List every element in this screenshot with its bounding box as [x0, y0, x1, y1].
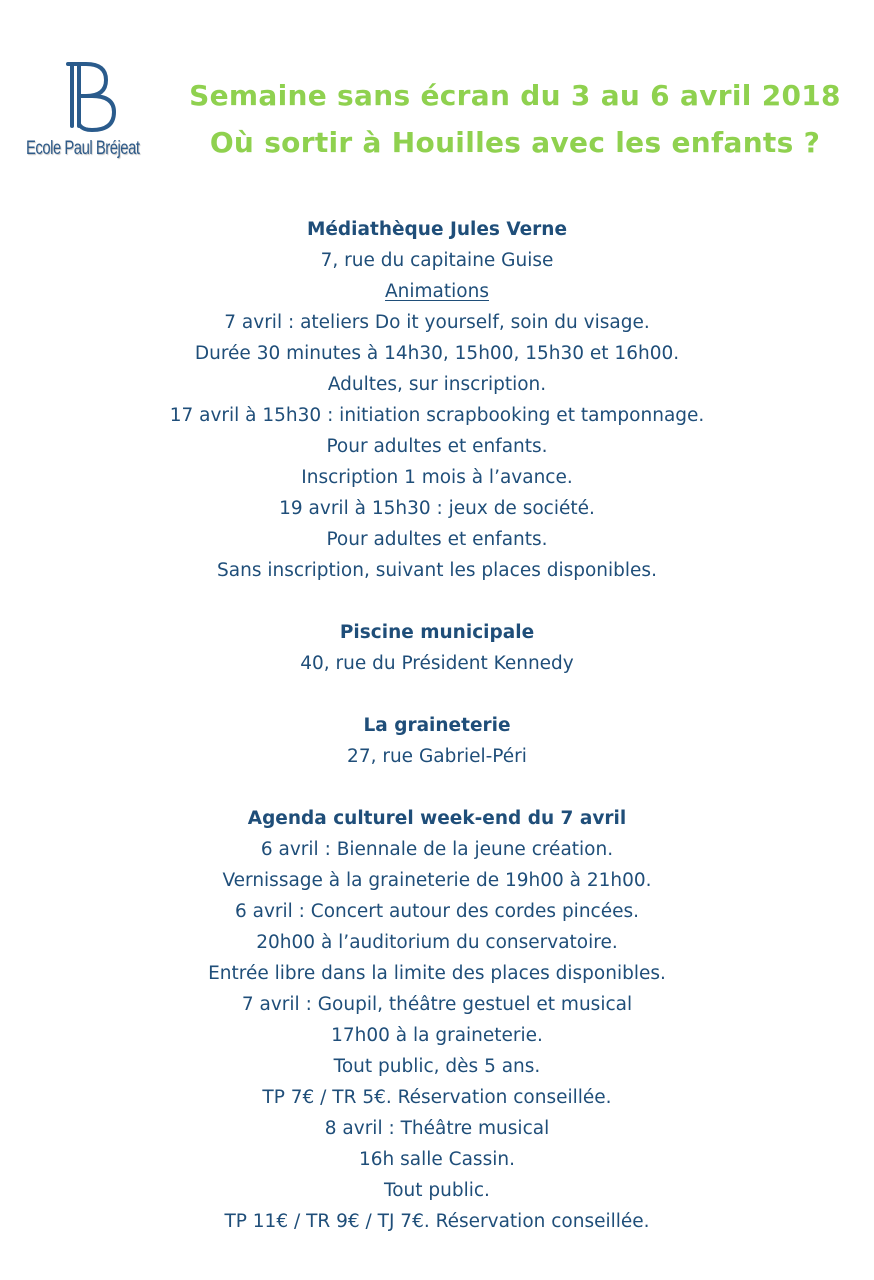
- event-line: Tout public, dès 5 ans.: [333, 1056, 541, 1077]
- section-heading: Médiathèque Jules Verne: [306, 219, 568, 240]
- section-mediatheque: [0, 214, 874, 586]
- section-piscine: [0, 617, 874, 679]
- event-line: 17 avril à 15h30 : initiation scrapbooking et tamponnage.: [169, 405, 705, 426]
- event-line: 8 avril : Théâtre musical: [324, 1118, 550, 1139]
- event-line: Adultes, sur inscription.: [327, 374, 547, 395]
- section-address: 40, rue du Président Kennedy: [300, 653, 574, 674]
- pb-monogram-icon: [64, 60, 124, 140]
- section-address: 7, rue du capitaine Guise: [320, 250, 554, 271]
- school-name: Ecole Paul Bréjeat: [26, 138, 140, 159]
- title-line-2: Où sortir à Houilles avec les enfants ?: [209, 126, 821, 159]
- section-agenda-culturel: [0, 803, 874, 1237]
- event-line: Tout public.: [384, 1180, 490, 1201]
- event-line: Durée 30 minutes à 14h30, 15h00, 15h30 et 16h00.: [194, 343, 680, 364]
- event-line: 6 avril : Biennale de la jeune création.: [260, 839, 614, 860]
- event-line: Sans inscription, suivant les places disponibles.: [217, 560, 657, 581]
- section-graineterie: [0, 710, 874, 772]
- section-heading: Agenda culturel week-end du 7 avril: [247, 808, 627, 829]
- event-line: 20h00 à l’auditorium du conservatoire.: [256, 932, 618, 953]
- event-line: Vernissage à la graineterie de 19h00 à 21h00.: [222, 870, 652, 891]
- event-line: 16h salle Cassin.: [359, 1149, 515, 1170]
- school-logo: [24, 60, 169, 170]
- event-line: 7 avril : Goupil, théâtre gestuel et musical: [241, 994, 633, 1015]
- section-heading: Piscine municipale: [339, 622, 535, 643]
- page-title: [170, 72, 860, 166]
- event-line: Inscription 1 mois à l’avance.: [301, 467, 573, 488]
- event-line: 17h00 à la graineterie.: [331, 1025, 543, 1046]
- event-line: Entrée libre dans la limite des places disponibles.: [208, 963, 666, 984]
- event-line: TP 11€ / TR 9€ / TJ 7€. Réservation conseillée.: [224, 1211, 650, 1232]
- event-line: 6 avril : Concert autour des cordes pincées.: [234, 901, 640, 922]
- section-subheading: Animations: [385, 281, 489, 302]
- title-line-1: Semaine sans écran du 3 au 6 avril 2018: [189, 79, 841, 112]
- section-heading: La graineterie: [363, 715, 511, 736]
- section-address: 27, rue Gabriel-Péri: [347, 746, 527, 767]
- event-line: 19 avril à 15h30 : jeux de société.: [279, 498, 595, 519]
- event-line: Pour adultes et enfants.: [326, 529, 548, 550]
- document-body: [0, 214, 874, 1237]
- event-line: TP 7€ / TR 5€. Réservation conseillée.: [262, 1087, 612, 1108]
- event-line: Pour adultes et enfants.: [326, 436, 548, 457]
- event-line: 7 avril : ateliers Do it yourself, soin du visage.: [224, 312, 650, 333]
